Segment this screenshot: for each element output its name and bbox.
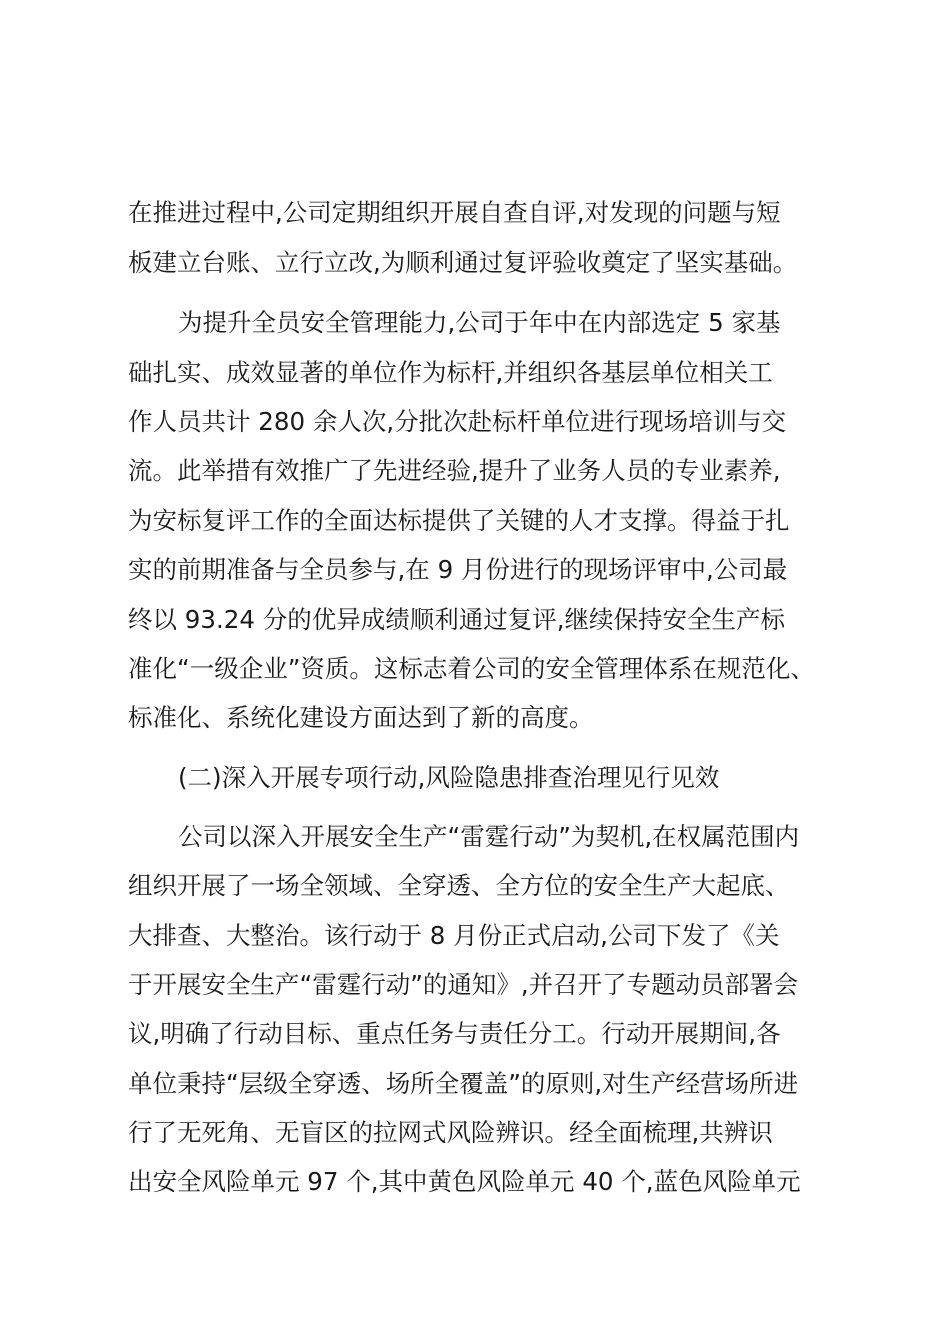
- paragraph-line: 组织开展了一场全领域、全穿透、全方位的安全生产大起底、: [128, 871, 790, 900]
- paragraph-line: 板建立台账、立行立改,为顺利通过复评验收奠定了坚实基础。: [128, 248, 798, 277]
- section-heading: (二)深入开展专项行动,风险隐患排查治理见行见效: [178, 763, 720, 792]
- paragraph-line: 单位秉持“层级全穿透、场所全覆盖”的原则,对生产经营场所进: [128, 1069, 799, 1098]
- paragraph-line: 议,明确了行动目标、重点任务与责任分工。行动开展期间,各: [128, 1019, 781, 1048]
- paragraph-line: 标准化、系统化建设方面达到了新的高度。: [128, 703, 594, 732]
- paragraph-line: 实的前期准备与全员参与,在 9 月份进行的现场评审中,公司最: [128, 555, 788, 584]
- paragraph-line: 在推进过程中,公司定期组织开展自查自评,对发现的问题与短: [128, 198, 781, 227]
- paragraph-line: 于开展安全生产“雷霆行动”的通知》,并召开了专题动员部署会: [128, 970, 799, 999]
- paragraph-line: 公司以深入开展安全生产“雷霆行动”为契机,在权属范围内: [178, 822, 800, 851]
- paragraph-line: 大排查、大整治。该行动于 8 月份正式启动,公司下发了《关: [128, 921, 780, 950]
- paragraph-line: 终以 93.24 分的优异成绩顺利通过复评,继续保持安全生产标: [128, 605, 785, 634]
- paragraph-line: 准化“一级企业”资质。这标志着公司的安全管理体系在规范化、: [128, 654, 815, 683]
- paragraph-line: 为提升全员安全管理能力,公司于年中在内部选定 5 家基: [178, 308, 781, 337]
- paragraph-line: 为安标复评工作的全面达标提供了关键的人才支撑。得益于扎: [128, 506, 790, 535]
- paragraph-line: 础扎实、成效显著的单位作为标杆,并组织各基层单位相关工: [128, 358, 773, 387]
- paragraph-line: 流。此举措有效推广了先进经验,提升了业务人员的专业素养,: [128, 456, 781, 485]
- paragraph-line: 作人员共计 280 余人次,分批次赴标杆单位进行现场培训与交: [128, 407, 787, 436]
- paragraph-line: 行了无死角、无盲区的拉网式风险辨识。经全面梳理,共辨识: [128, 1118, 773, 1147]
- paragraph-line: 出安全风险单元 97 个,其中黄色风险单元 40 个,蓝色风险单元: [128, 1167, 801, 1196]
